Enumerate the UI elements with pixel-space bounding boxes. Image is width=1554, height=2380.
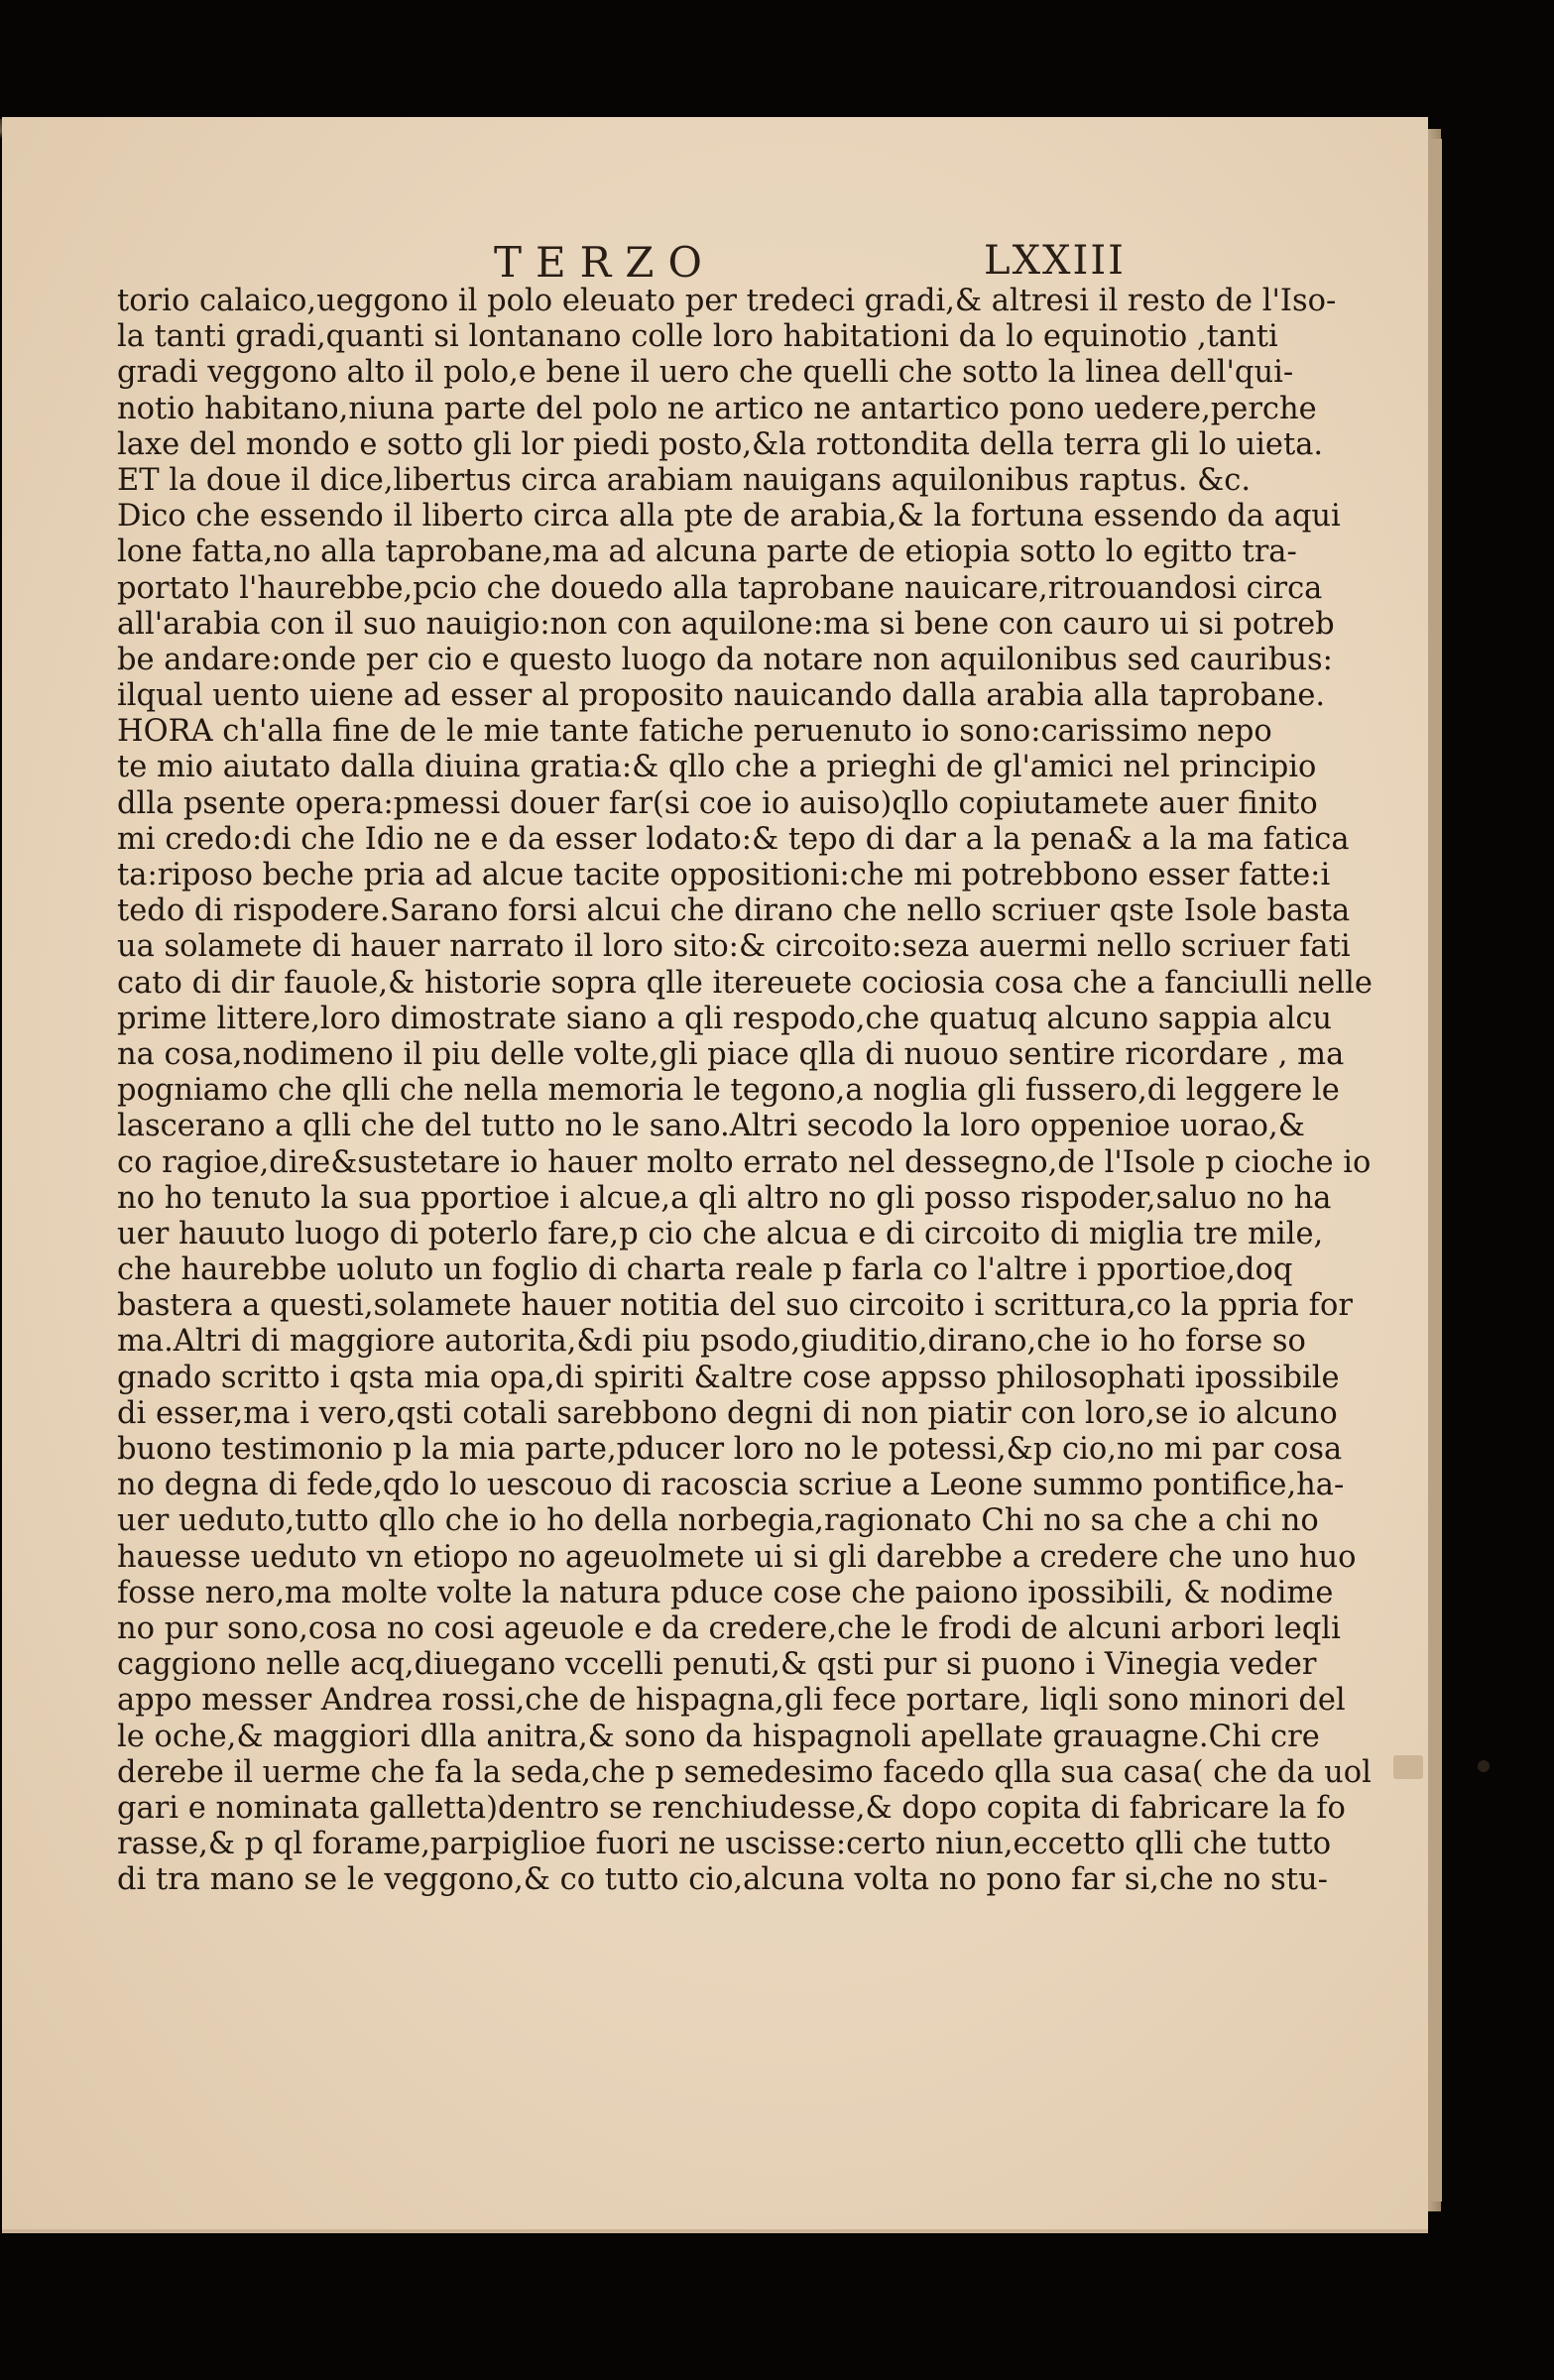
text-line: buono testimonio p la mia parte,pducer loro no le potessi,&p cio,no mi par cosa	[117, 1432, 1343, 1467]
text-line: la tanti gradi,quanti si lontanano colle loro habitationi da lo equinotio ,tanti	[117, 319, 1278, 355]
text-line: gradi veggono alto il polo,e bene il uero che quelli che sotto la linea dell'qui-	[117, 355, 1294, 391]
text-line: prime littere,loro dimostrate siano a qli respodo,che quatuq alcuno sappia alcu	[117, 1001, 1333, 1036]
text-line: no pur sono,cosa no cosi ageuole e da credere,che le frodi de alcuni arbori leqli	[117, 1610, 1341, 1646]
text-line: pogniamo che qlli che nella memoria le tegono,a noglia gli fussero,di leggere le	[117, 1073, 1340, 1109]
text-line: derebe il uerme che fa la seda,che p semedesimo facedo qlla sua casa( che da uol	[117, 1754, 1372, 1790]
text-line: fosse nero,ma molte volte la natura pduce cose che paiono ipossibili, & nodime	[117, 1575, 1334, 1610]
text-line: co ragioe,dire&sustetare io hauer molto errato nel dessegno,de l'Isole p cioche io	[117, 1144, 1372, 1180]
text-line: ua solamete di hauer narrato il loro sito:& circoito:seza auermi nello scriuer fati	[117, 929, 1351, 965]
page-fold-edge	[1428, 139, 1442, 2202]
margin-dot	[1478, 1760, 1490, 1772]
text-line: te mio aiutato dalla diuina gratia:& qllo che a prieghi de gl'amici nel principio	[117, 750, 1317, 785]
text-line: na cosa,nodimeno il piu delle volte,gli piace qlla di nuouo sentire ricordare , ma	[117, 1036, 1345, 1072]
text-line: be andare:onde per cio e questo luogo da notare non aquilonibus sed cauribus:	[117, 642, 1333, 677]
text-line: hauesse ueduto vn etiopo no ageuolmete ui si gli darebbe a credere che uno huo	[117, 1539, 1357, 1575]
text-line: all'arabia con il suo nauigio:non con aquilone:ma si bene con cauro ui si potreb	[117, 606, 1335, 642]
text-line: caggiono nelle acq,diuegano vccelli penuti,& qsti pur si puono i Vinegia veder	[117, 1647, 1317, 1683]
text-line: uer hauuto luogo di poterlo fare,p cio che alcua e di circoito di miglia tre mile,	[117, 1216, 1324, 1251]
text-line: appo messer Andrea rossi,che de hispagna,gli fece portare, liqli sono minori del	[117, 1683, 1346, 1719]
text-line: portato l'haurebbe,pcio che douedo alla taprobane nauicare,ritrouandosi circa	[117, 570, 1323, 606]
text-line: le oche,& maggiori dlla anitra,& sono da hispagnoli apellate grauagne.Chi cre	[117, 1719, 1320, 1754]
text-line: rasse,& p ql forame,parpiglioe fuori ne uscisse:certo niun,eccetto qlli che tutto	[117, 1827, 1332, 1862]
text-line: torio calaico,ueggono il polo eleuato per tredeci gradi,& altresi il resto de l'Iso-	[117, 284, 1337, 318]
text-line: ilqual uento uiene ad esser al proposito nauicando dalla arabia alla taprobane.	[117, 678, 1326, 714]
text-line: no ho tenuto la sua pportioe i alcue,a qli altro no gli posso rispoder,saluo no ha	[117, 1180, 1332, 1216]
text-line: no degna di fede,qdo lo uescouo di racoscia scriue a Leone summo pontifice,ha-	[117, 1468, 1345, 1503]
text-line: laxe del mondo e sotto gli lor piedi posto,&la rottondita della terra gli lo uieta.	[117, 426, 1324, 462]
text-line: uer ueduto,tutto qllo che io ho della norbegia,ragionato Chi no sa che a chi no	[117, 1503, 1319, 1539]
text-line: ma.Altri di maggiore autorita,&di piu psodo,giuditio,dirano,che io ho forse so	[117, 1324, 1306, 1360]
page-header	[119, 238, 1210, 288]
text-line: notio habitano,niuna parte del polo ne artico ne antartico pono uedere,perche	[117, 391, 1317, 426]
text-line: cato di dir fauole,& historie sopra qlle itereuete cociosia cosa che a fanciulli nelle	[117, 965, 1373, 1001]
text-line: di esser,ma i vero,qsti cotali sarebbono degni di non piatir con loro,se io alcuno	[117, 1395, 1338, 1431]
text-line: gnado scritto i qsta mia opa,di spiriti &altre cose appsso philosophati ipossibile	[117, 1360, 1340, 1395]
text-line: lascerano a qlli che del tutto no le sano.Altri secodo la loro oppenioe uorao,&	[117, 1109, 1305, 1144]
running-title: TERZO	[494, 238, 716, 287]
text-line: mi credo:di che Idio ne e da esser lodato:& tepo di dar a la pena& a la ma fatica	[117, 821, 1350, 857]
text-line: che haurebbe uoluto un foglio di charta reale p farla co l'altre i pportioe,doq	[117, 1252, 1293, 1288]
body-text	[117, 284, 1373, 1898]
text-line: Dico che essendo il liberto circa alla pte de arabia,& la fortuna essendo da aqui	[117, 499, 1341, 535]
page-edge-mark	[1393, 1755, 1423, 1779]
text-line: lone fatta,no alla taprobane,ma ad alcuna parte de etiopia sotto lo egitto tra-	[117, 535, 1297, 570]
text-line: HORA ch'alla fine de le mie tante fatiche peruenuto io sono:carissimo nepo	[117, 714, 1272, 750]
text-line: di tra mano se le veggono,& co tutto cio,alcuna volta no pono far si,che no stu-	[117, 1862, 1328, 1898]
text-line: tedo di rispodere.Sarano forsi alcui che dirano che nello scriuer qste Isole basta	[117, 893, 1351, 929]
text-line: ET la doue il dice,libertus circa arabiam nauigans aquilonibus raptus. &c.	[117, 462, 1252, 498]
folio-number: LXXIII	[984, 238, 1126, 284]
text-line: ta:riposo beche pria ad alcue tacite oppositioni:che mi potrebbono esser fatte:i	[117, 858, 1331, 892]
text-line: bastera a questi,solamete hauer notitia del suo circoito i scrittura,co la ppria for	[117, 1288, 1353, 1324]
text-line: dlla psente opera:pmessi douer far(si coe io auiso)qllo copiutamete auer finito	[117, 785, 1318, 821]
text-line: gari e nominata galletta)dentro se renchiudesse,& dopo copita di fabricare la fo	[117, 1790, 1346, 1826]
